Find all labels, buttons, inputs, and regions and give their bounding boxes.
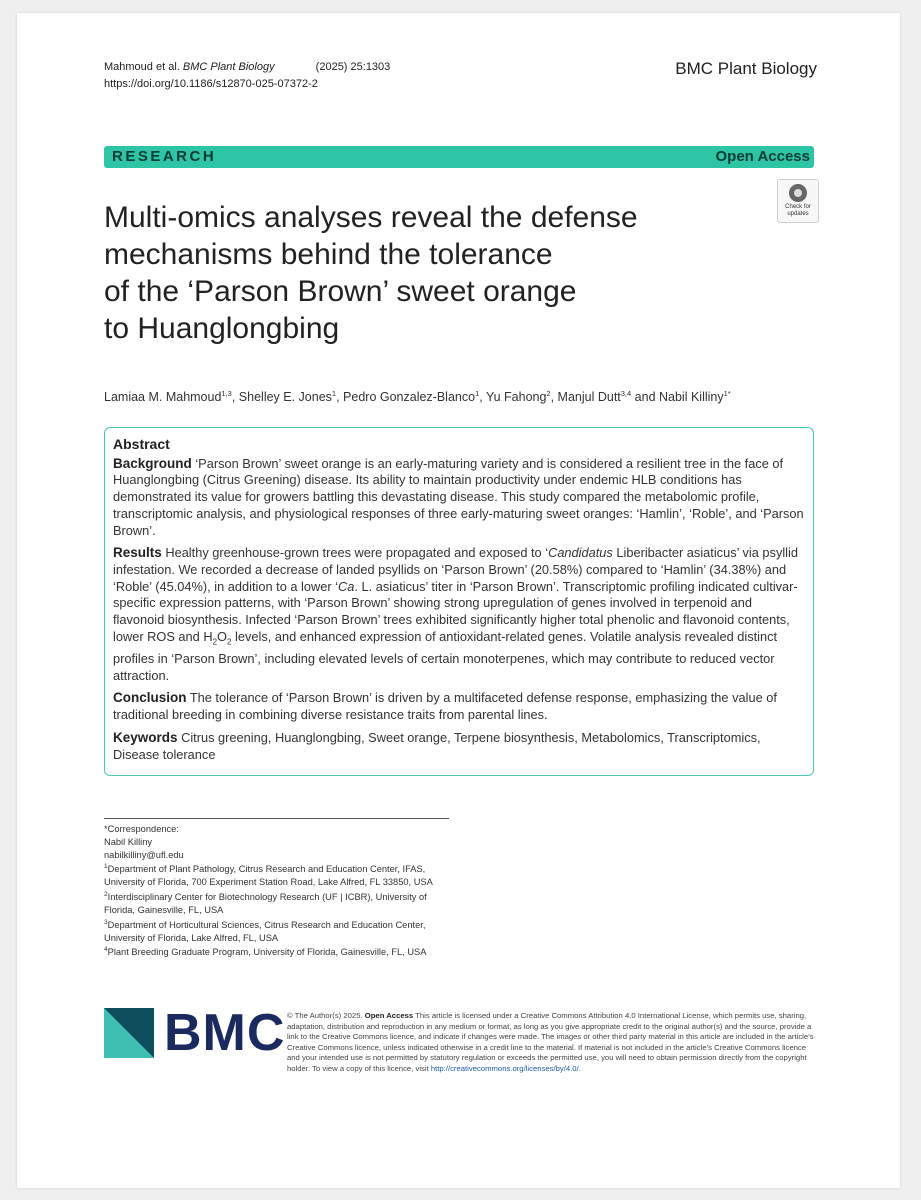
author-name[interactable]: , Yu Fahong [479,390,547,405]
results-text: O [217,628,227,644]
article-title [104,199,724,347]
license-text [287,1011,815,1075]
citation-header [104,59,390,93]
title-line-3: of the ‘Parson Brown’ sweet orange [104,275,577,308]
check-for-updates-button[interactable] [777,179,819,223]
footnote-divider [104,818,449,819]
affiliation-1 [104,861,449,889]
results-subscript: 2 [227,637,232,647]
results-italic: Candidatus [548,545,613,561]
author-affil-sup: 2 [546,389,551,398]
affiliation-text: Department of Plant Pathology, Citrus Research and Education Center, IFAS, University of Florida, 700 Experiment Station Road, Lake Alfred, FL 33850, USA [104,864,433,888]
author-affil-sup: 1 [475,389,480,398]
title-line-2: mechanisms behind the tolerance [104,238,553,271]
affiliation-sup: 3 [104,918,108,926]
affiliation-sup: 4 [104,946,108,954]
affiliation-text: Department of Horticultural Sciences, Citrus Research and Education Center, University of Florida, Lake Alfred, FL, USA [104,919,426,943]
citation-journal: BMC Plant Biology [182,61,275,73]
article-type-label: RESEARCH [112,148,217,165]
author-name[interactable]: Lamiaa M. Mahmoud [104,390,222,405]
paper-page [17,13,900,1188]
author-affil-sup: 1 [331,389,337,398]
correspondence-email[interactable]: nabilkilliny@ufl.edu [104,849,184,860]
keywords-label: Keywords [113,729,178,745]
license-body: This article is licensed under a Creative Commons Attribution 4.0 International License, which permits use, sharing, adaptation, distribution and reproduction in any medium or format, as long as you give appropriate credit to the original author(s) and the source, provide a link to the Creative Commons licence, and indicate if changes were made. The images or other third party material in this article are included in the article’s Creative Commons licence, unless indicated otherwise in a credit line to the material. If material is not included in the article’s Creative Commons licence and your intended use is not permitted by statutory regulation or exceeds the permitted use, you will need to obtain permission directly from the copyright holder. To view a copy of this licence, visit [287,1011,814,1073]
abstract-keywords [113,730,805,763]
author-affil-sup: 1,3 [221,389,232,398]
results-text: levels, and enhanced expression of antioxidant-related genes. Volatile analysis revealed distinct profiles in ‘Parson Brown’, including elevated levels of certain monoterpenes, which may contribute to reduced vector attraction. [113,628,778,683]
conclusion-text: The tolerance of ‘Parson Brown’ is driven by a multifaceted defense response, emphasizing the value of traditional breeding in combining diverse resistance traits from parental lines. [113,690,777,723]
open-access-label: Open Access [715,148,810,165]
title-line-1: Multi-omics analyses reveal the defense [104,201,638,234]
journal-name: BMC Plant Biology [675,59,817,78]
results-label: Results [113,545,162,561]
license-link[interactable]: http://creativecommons.org/licenses/by/4.0/ [430,1063,579,1073]
author-name[interactable]: , Pedro Gonzalez-Blanco [336,390,476,405]
author-list [104,389,731,404]
author-name[interactable]: , Shelley E. Jones [231,390,332,405]
background-text: ‘Parson Brown’ sweet orange is an early-maturing variety and is considered a resilient tree in the face of Huanglongbing (Citrus Greening) disease. Its ability to maintain productivity under endemic HLB conditions has demonstrated its value for growers battling this devastating disease. This study compared the metabolomic profile, transcriptomic analysis, and physiological responses of three early-maturing sweet oranges: ‘Hamlin’, ‘Roble’, and ‘Parson Brown’. [113,455,804,538]
results-text: Healthy greenhouse-grown trees were propagated and exposed to ‘ [161,545,549,561]
affiliation-3 [104,917,449,945]
check-updates-line-2: updates [787,211,809,217]
affiliation-sup: 2 [104,891,108,899]
results-text: . L. asiaticus’ titer in ‘Parson Brown’. Transcriptomic profiling indicated cultivar-specific expression patterns, with ‘Parson Brown’ showing strong upregulation of genes involved in terpenoid and flavonoid biosynthesis. Infected ‘Parson Brown’ trees exhibited significantly higher total phenolic and flavonoid contents, lower ROS and H [113,578,798,644]
affiliation-4 [104,944,449,959]
background-label: Background [113,455,192,471]
check-updates-line-1: Check for [785,204,811,210]
conclusion-label: Conclusion [113,690,187,706]
correspondence-label: *Correspondence: [104,824,179,834]
citation-authors: Mahmoud et al. [104,61,180,73]
article-type-bar [104,146,814,168]
affiliation-text: Plant Breeding Graduate Program, University of Florida, Gainesville, FL, USA [107,947,427,958]
author-name[interactable]: and Nabil Killiny [631,390,724,405]
affiliation-2 [104,889,449,917]
results-italic: Ca [338,578,355,594]
keywords-text: Citrus greening, Huanglongbing, Sweet orange, Terpene biosynthesis, Metabolomics, Transcriptomics, Disease tolerance [113,729,761,762]
license-suffix: . [578,1063,581,1073]
results-subscript: 2 [212,637,218,647]
doi-link[interactable]: https://doi.org/10.1186/s12870-025-07372-2 [104,78,318,90]
abstract-conclusion [113,690,805,723]
abstract-box [104,427,814,776]
license-prefix: © The Author(s) 2025. [287,1011,365,1020]
author-affil-sup: 1* [723,389,731,398]
correspondence-footnotes [104,823,449,959]
correspondence-name: Nabil Killiny [104,836,153,847]
author-affil-sup: 3,4 [620,389,632,398]
results-text: Liberibacter asiaticus’ via psyllid infestation. We recorded a decrease of landed psyllids on ‘Parson Brown’ (20.58%) compared to ‘Hamlin’ (34.38%) and ‘Roble’ (45.04%), in addition to a lower ‘ [113,545,798,594]
abstract-heading: Abstract [113,436,170,452]
license-open-access: Open Access [364,1011,414,1020]
affiliation-text: Interdisciplinary Center for Biotechnology Research (UF | ICBR), University of Florida, Gainesville, FL, USA [104,892,427,915]
abstract-results [113,545,805,684]
affiliation-sup: 1 [104,863,108,871]
abstract-background [113,456,805,540]
bmc-logo-text: BMC [164,1004,286,1062]
citation-volume: (2025) 25:1303 [315,61,391,73]
author-name[interactable]: , Manjul Dutt [550,390,621,405]
check-updates-icon [789,184,807,202]
title-line-4: to Huanglongbing [104,312,340,345]
